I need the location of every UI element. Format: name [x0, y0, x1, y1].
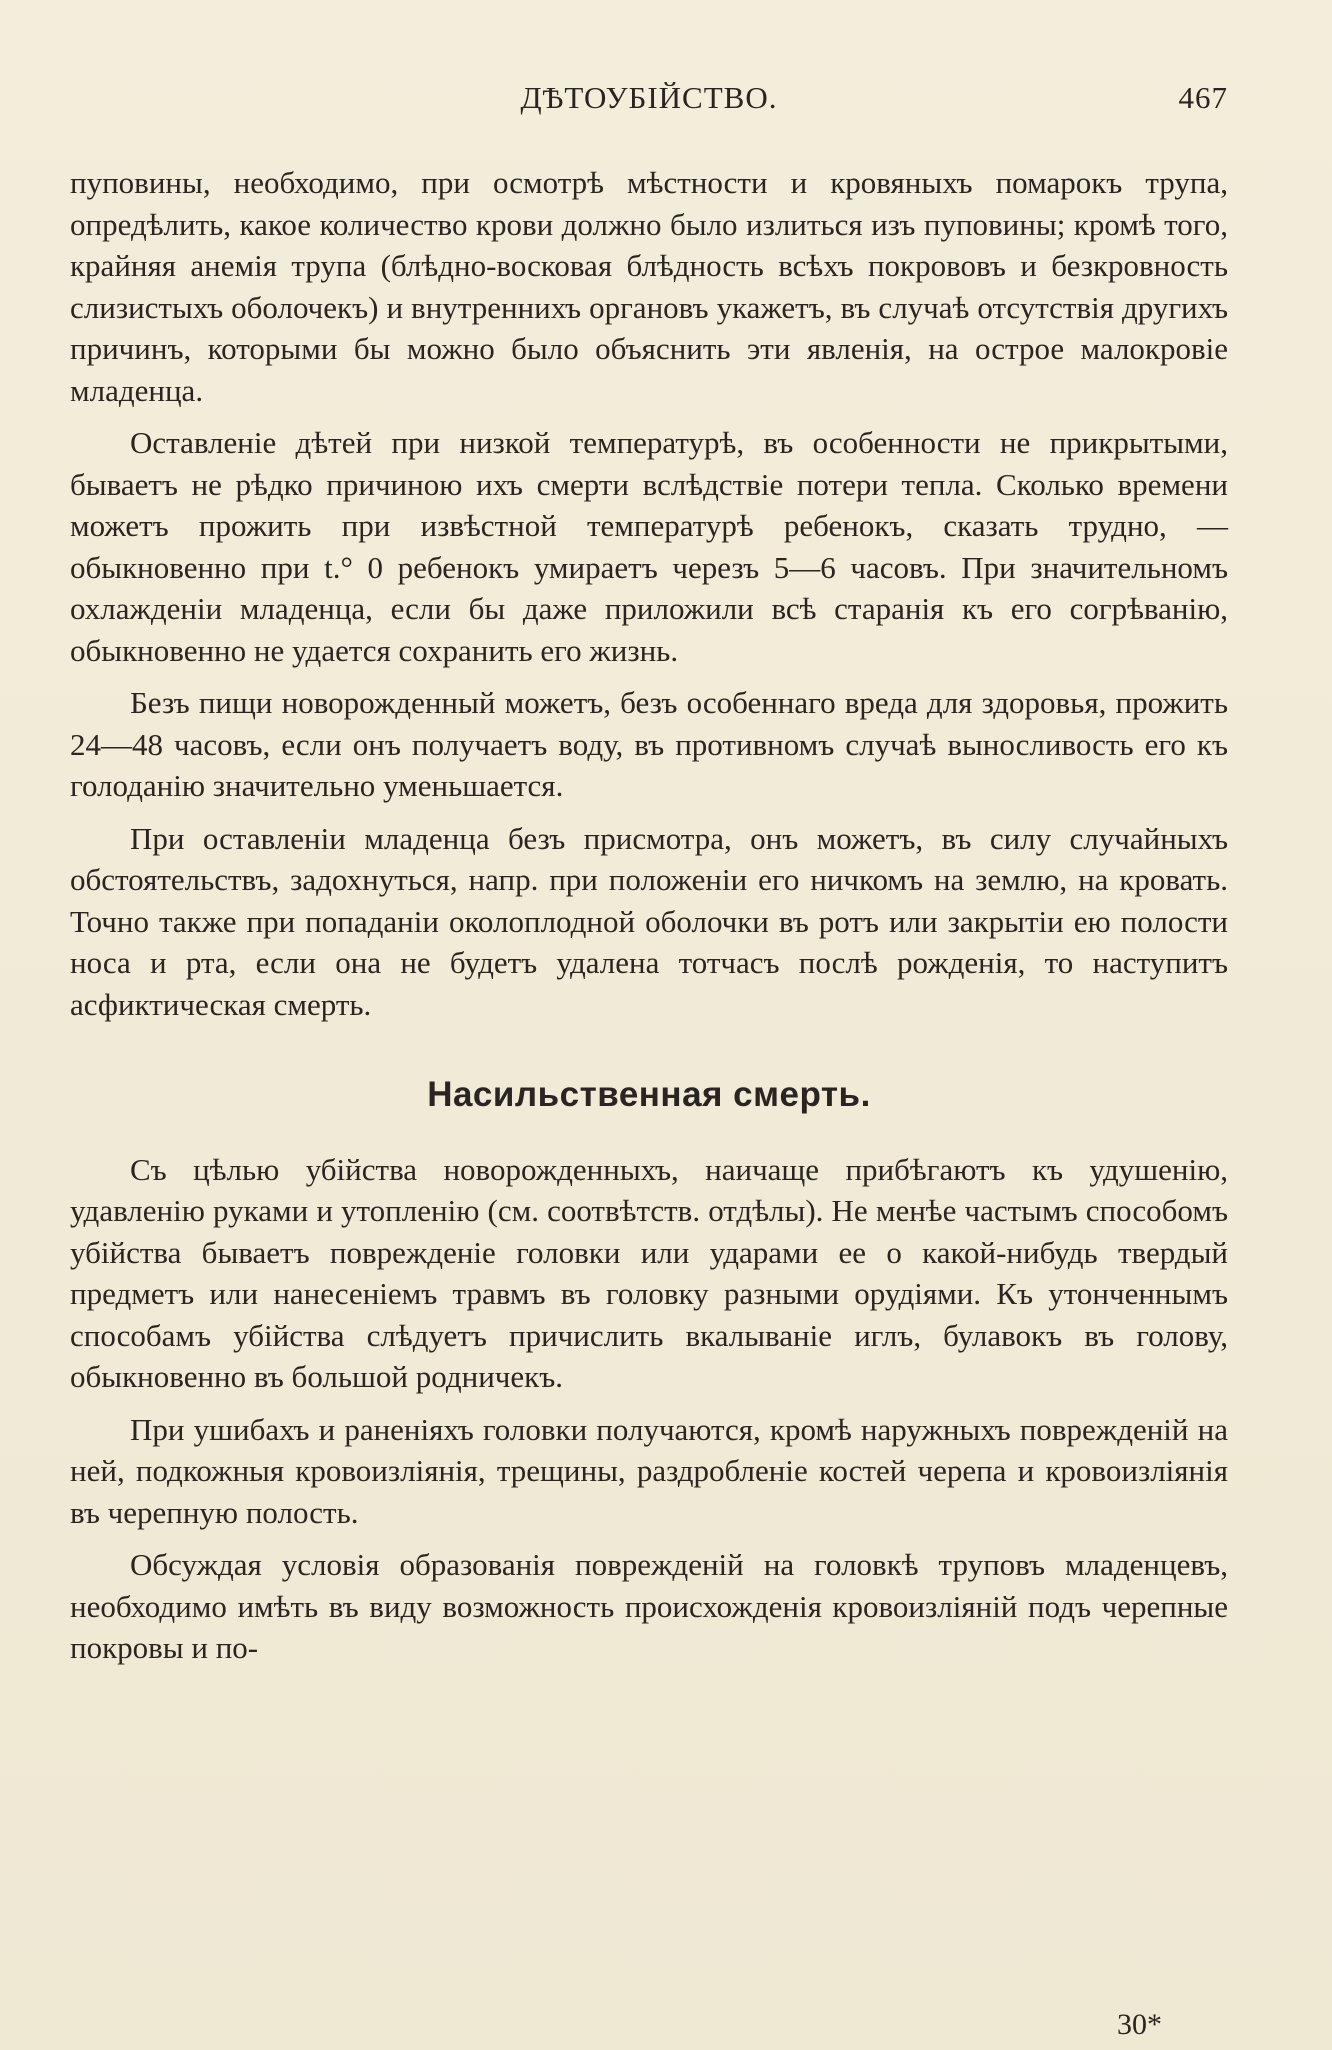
- section-heading: Насильственная смерть.: [427, 1075, 871, 1114]
- page-header: [70, 80, 1228, 124]
- running-title: ДѢТОУБІЙСТВО.: [520, 80, 778, 115]
- paragraph: пуповины, необходимо, при осмотрѣ мѣстности и кровяныхъ помарокъ трупа, опредѣлить, какое количество крови должно было излиться изъ пуповины; кромѣ того, крайняя анемія трупа (блѣдно-восковая блѣдность всѣхъ покрововъ и безкровность слизистыхъ оболочекъ) и внутреннихъ органовъ укажетъ, въ случаѣ отсутствія другихъ причинъ, которыми бы можно было объяснить эти явленія, на острое малокровіе младенца.: [70, 165, 1228, 408]
- paragraph: Безъ пищи новорожденный можетъ, безъ особеннаго вреда для здоровья, прожить 24—48 часовъ, если онъ получаетъ воду, въ противномъ случаѣ выносливость его къ голоданію значительно уменьшается.: [70, 685, 1228, 803]
- body-text: [70, 162, 1228, 1680]
- paragraph: Съ цѣлью убійства новорожденныхъ, наичаще прибѣгаютъ къ удушенію, удавленію руками и утопленію (см. соотвѣтств. отдѣлы). Не менѣе частымъ способомъ убійства бываетъ поврежденіе головки или ударами ее о какой-нибудь твердый предметъ или нанесеніемъ травмъ въ головку разными орудіями. Къ утонченнымъ способамъ убійства слѣдуетъ причислить вкалываніе иглъ, булавокъ въ голову, обыкновенно въ большой родничекъ.: [70, 1151, 1228, 1394]
- paragraph: При оставленіи младенца безъ присмотра, онъ можетъ, въ силу случайныхъ обстоятельствъ, задохнуться, напр. при положеніи его ничкомъ на землю, на кровать. Точно также при попаданіи околоплодной оболочки въ ротъ или закрытіи ею полости носа и рта, если она не будетъ удалена тотчасъ послѣ рожденія, то наступитъ асфиктическая смерть.: [70, 820, 1228, 1022]
- paragraph: При ушибахъ и раненіяхъ головки получаются, кромѣ наружныхъ поврежденій на ней, подкожныя кровоизліянія, трещины, раздробленіе костей черепа и кровоизліянія въ черепную полость.: [70, 1411, 1228, 1530]
- page-number: 467: [1178, 80, 1228, 115]
- signature-mark: 30*: [1117, 2008, 1162, 2041]
- paragraph: Обсуждая условія образованія поврежденій на головкѣ труповъ младенцевъ, необходимо имѣть въ виду возможность происхожденія кровоизліяній подъ черепные покровы и по-: [70, 1547, 1228, 1665]
- paragraph: Оставленіе дѣтей при низкой температурѣ, въ особенности не прикрытыми, бываетъ не рѣдко причиною ихъ смерти вслѣдствіе потери тепла. Сколько времени можетъ прожить при извѣстной температурѣ ребенокъ, сказать трудно, — обыкновенно при t.° 0 ребенокъ умираетъ черезъ 5—6 часовъ. При значительномъ охлажденіи младенца, если бы даже приложили всѣ старанія къ его согрѣванію, обыкновенно не удается сохранить его жизнь.: [70, 425, 1228, 668]
